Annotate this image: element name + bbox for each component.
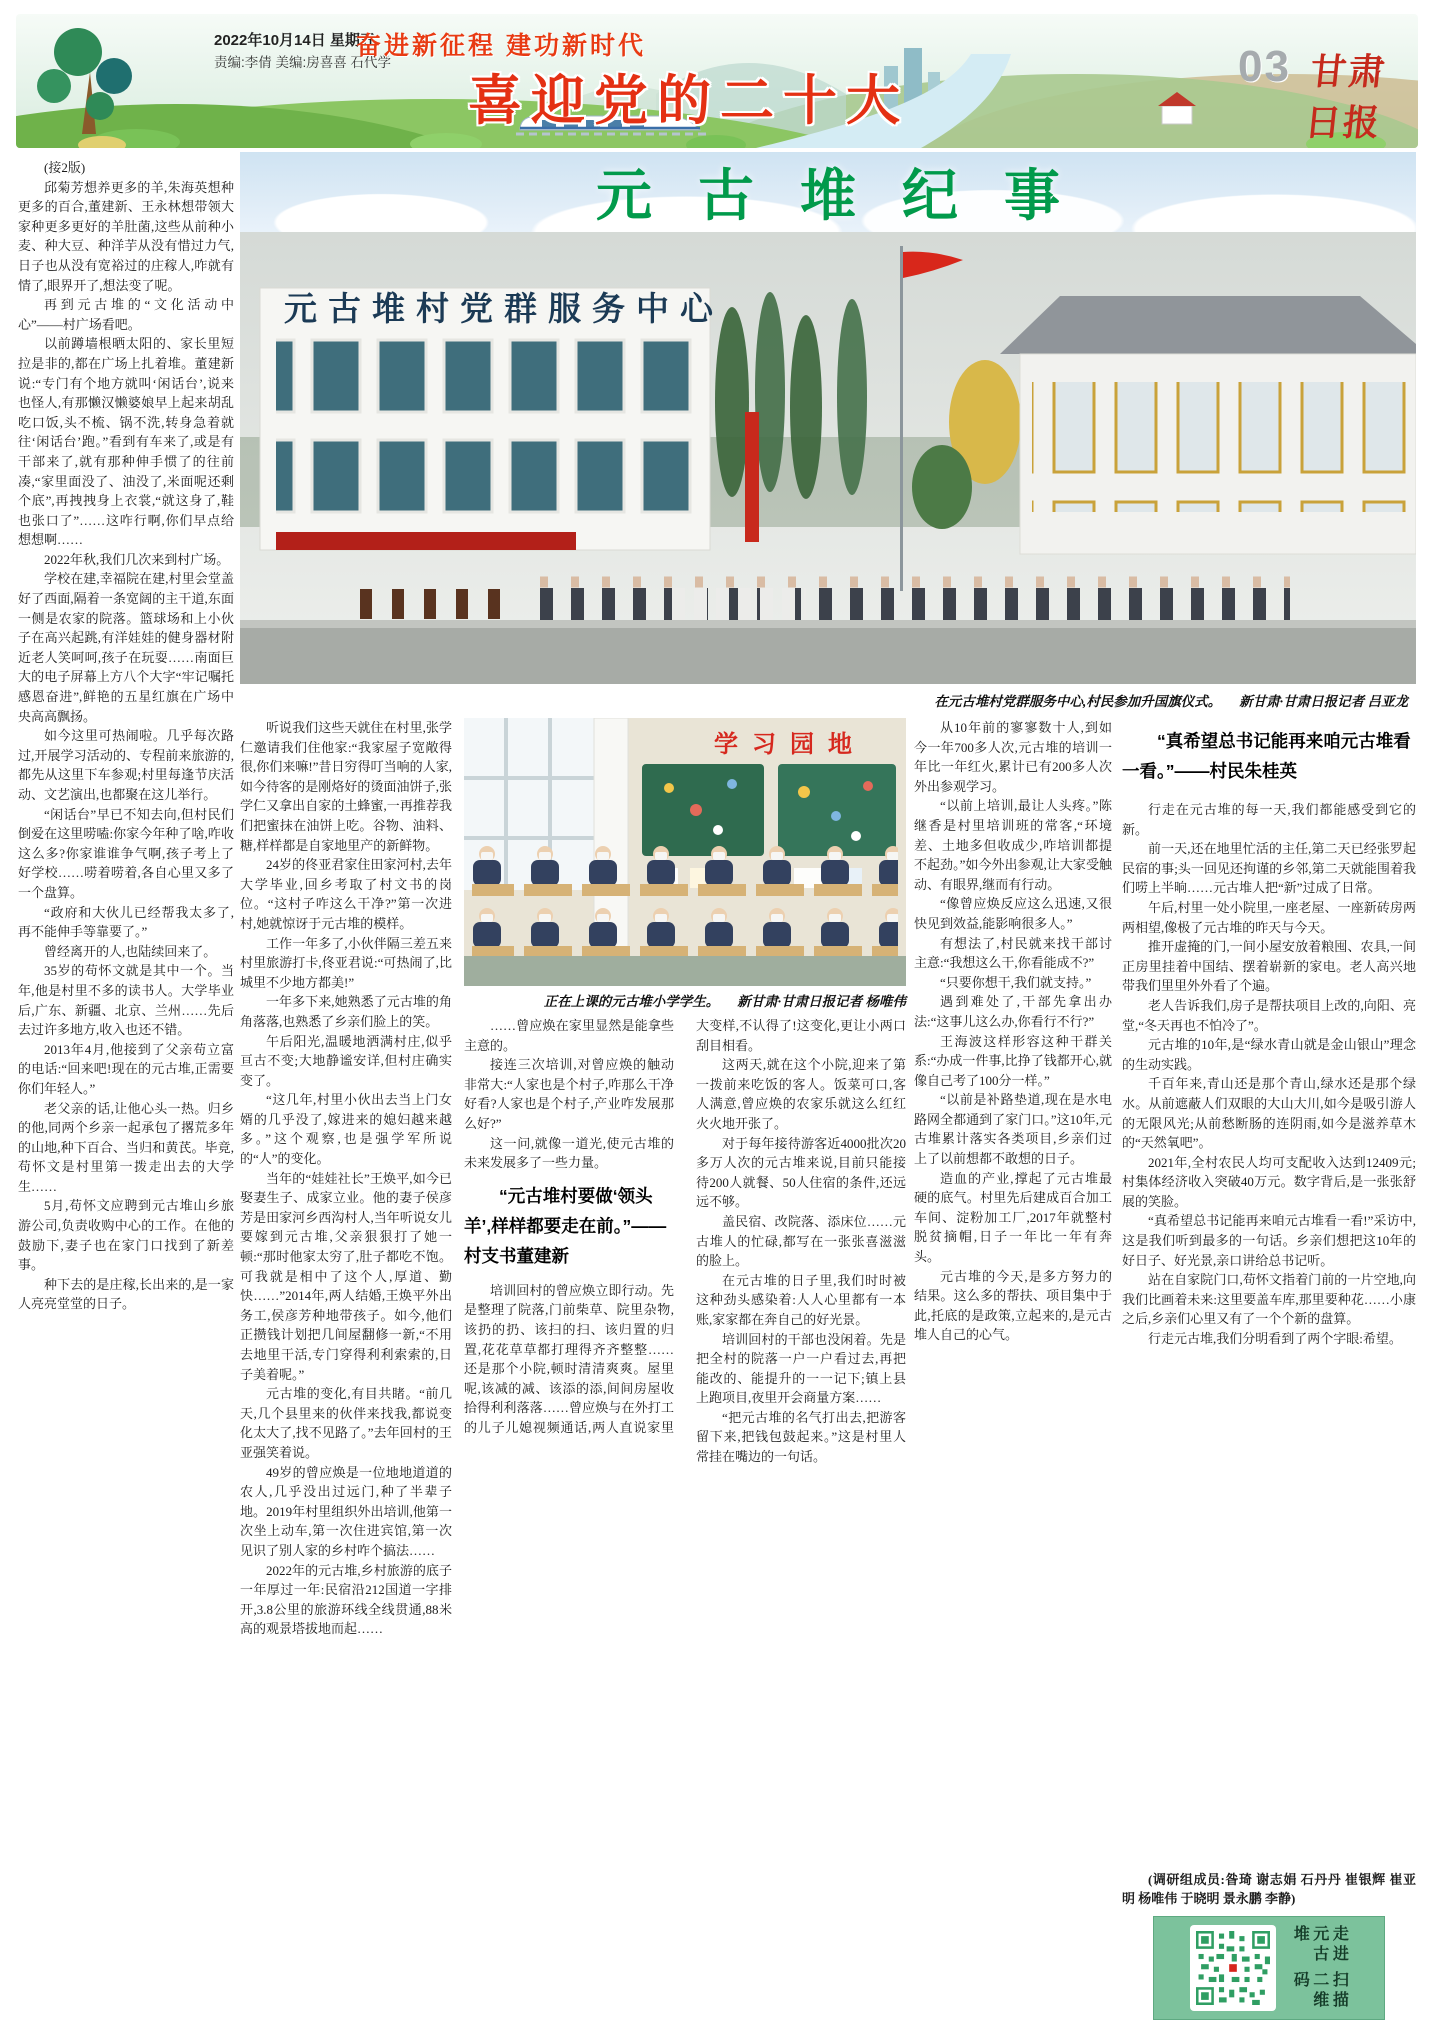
body-paragraph: 曾经离开的人,也陆续回来了。 <box>44 943 217 959</box>
body-paragraph: “像曾应焕反应这么迅速,又很快见到效益,能影响很多人。” <box>914 896 1112 931</box>
body-paragraph: “只要你想干,我们就支持。” <box>940 974 1092 990</box>
body-paragraph: 工作一年多了,小伙伴隔三差五来村里旅游打卡,佟亚君说:“可热闹了,比城里不少地方都美!” <box>240 935 452 990</box>
body-paragraph: 培训回村的干部也没闲着。先是把全村的院落一户一户看过去,再把能改的、能提升的一一记下;镇上县上跑项目,夜里开会商量方案…… <box>696 1331 906 1406</box>
article-column-left <box>18 158 234 2020</box>
plaza-ground <box>240 620 1416 684</box>
right-column-body <box>1122 800 1416 1864</box>
newspaper-masthead: 甘肃日报 <box>1302 52 1389 143</box>
page-header-banner <box>16 14 1418 148</box>
party-center-building <box>1000 296 1416 554</box>
page-number: 03 <box>1238 42 1291 91</box>
body-paragraph: 站在自家院门口,苟怀文指着门前的一片空地,向我们比画着未来:这里要盖车库,那里要种花……小康之后,乡亲们心里又有了一个个新的盘算。 <box>1122 1272 1416 1327</box>
led-banner <box>276 532 576 550</box>
body-paragraph: “闲话台”早已不知去向,但村民们倒爱在这里唠嗑:你家今年种了啥,咋收这么多?你家谁谁争气啊,孩子考上了好学校……唠着唠着,各自心里又多了一个盘算。 <box>18 806 234 900</box>
body-paragraph: 2022年的元古堆,乡村旅游的底子一年厚过一年:民宿沿212国道一字排开,3.8公里的旅游环线全线贯通,88米高的观景塔拔地而起…… <box>240 1562 452 1637</box>
body-paragraph: 有想法了,村民就来找干部讨主意:“我想这么干,你看能成不?” <box>914 935 1112 971</box>
photo-caption-village <box>240 690 1408 712</box>
body-paragraph: 以前蹲墙根晒太阳的、家长里短拉是非的,都在广场上扎着堆。董建新说:“专门有个地方就叫‘闲话台’,说来也怪人,有那懒汉懒婆娘早上起来胡乱吃口饭,头不梳、锅不洗,转身急着就往‘闲话台’跑。”看到有车来了,或是有干部来了,就有那种伸手惯了的往前凑,“家里面没了、油没了,米面呢还剩个底”,再拽拽身上衣裳,“就这身了,鞋也张口了”……这咋行啊,你们早点给想想啊…… <box>18 336 234 548</box>
article-title: 元古堆纪事 <box>596 164 1106 227</box>
classroom-photo <box>464 718 906 986</box>
body-paragraph: “把元古堆的名气打出去,把游客留下来,把钱包鼓起来。”这是村里人常挂在嘴边的一句话。 <box>696 1409 906 1465</box>
qr-label-scan: 扫描二维码 <box>1291 1971 1348 2011</box>
body-paragraph: 2013年4月,他接到了父亲苟立富的电话:“回来吧!现在的元古堆,正需要你们年轻人。” <box>18 1041 234 1096</box>
body-paragraph: 听说我们这些天就住在村里,张学仁邀请我们住他家:“我家屋子宽敞得很,你们来嘛!”昔日穷得叮当响的人家,如今待客的是刚烙好的烫面油饼子,张学仁又拿出自家的土蜂蜜,一再推荐我们把蜜抹在油饼上吃。谷物、油料、糖,样样都是自家地里产的新鲜物。 <box>240 720 452 853</box>
body-paragraph: 一年多下来,她熟悉了元古堆的角角落落,也熟悉了乡亲们脸上的笑。 <box>240 994 452 1029</box>
article-column-middle <box>464 1016 906 2020</box>
body-paragraph: ……曾应焕在家里显然是能拿些主意的。 <box>464 1018 674 1053</box>
qr-labels <box>1290 1925 1349 2011</box>
flagpole <box>900 246 903 591</box>
pullquote-leader: “元古堆村要做‘领头羊’,样样都要走在前。”——村支书董建新 <box>464 1185 667 1266</box>
body-paragraph: “以前上培训,最让人头疼。”陈继香是村里培训班的常客,“环境差、土地多但收成少,咋培训都提不起劲。”如今外出参观,让大家受触动、有眼界,继而有行动。 <box>914 798 1112 892</box>
body-paragraph: “真希望总书记能再来咱元古堆看一看!”采访中,这是我们听到最多的一句话。乡亲们想把这10年的好日子、好光景,亲口讲给总书记听。 <box>1122 1213 1416 1268</box>
article-column-right <box>1122 718 1416 2020</box>
caption-text: 正在上课的元古堆小学学生。 <box>543 994 720 1009</box>
caption-byline: 新甘肃·甘肃日报记者 杨唯伟 <box>737 994 906 1009</box>
body-paragraph: 盖民宿、改院落、添床位……元古堆人的忙碌,都写在一张张喜滋滋的脸上。 <box>696 1213 906 1269</box>
students-at-desks <box>472 840 898 956</box>
article-title-band <box>240 152 1416 232</box>
body-paragraph: 2022年秋,我们几次来到村广场。 <box>44 551 230 567</box>
body-paragraph: “政府和大伙儿已经帮我太多了,再不能伸手等靠要了。” <box>18 904 234 940</box>
qr-code-card <box>1190 1925 1276 2011</box>
body-paragraph: 王海波这样形容这种干群关系:“办成一件事,比挣了钱都开心,就像自己考了100分一样。” <box>914 1033 1112 1088</box>
body-paragraph: “以前是补路垫道,现在是水电路网全都通到了家门口。”这10年,元古堆累计落实各类项目,乡亲们过上了以前想都不敢想的日子。 <box>914 1092 1112 1167</box>
publication-date: 2022年10月14日 星期五 <box>214 32 375 49</box>
body-paragraph: 行走在元古堆的每一天,我们都能感受到它的新。 <box>1122 802 1416 837</box>
body-paragraph: 元古堆的变化,有目共睹。“前几天,几个县里来的伙伴来找我,都说变化太大了,找不见路了。”去年回村的王亚强笑着说。 <box>240 1386 452 1460</box>
body-paragraph: 老人告诉我们,房子是帮扶项目上改的,向阳、亮堂,“冬天再也不怕冷了”。 <box>1122 997 1416 1033</box>
body-paragraph: 5月,苟怀文应聘到元古堆山乡旅游公司,负责收购中心的工作。在他的鼓励下,妻子也在家门口找到了新差事。 <box>18 1198 234 1273</box>
caption-text: 在元古堆村党群服务中心,村民参加升国旗仪式。 <box>934 694 1222 709</box>
body-paragraph: 行走元古堆,我们分明看到了两个字眼:希望。 <box>1148 1331 1402 1347</box>
body-paragraph: 前一天,还在地里忙活的主任,第二天已经张罗起民宿的事;头一回见还拘谨的乡邻,第二天就能围着我们唠上半晌……元古堆人把“新”过成了日常。 <box>1122 841 1416 896</box>
body-paragraph: 从10年前的寥寥数十人,到如今一年700多人次,元古堆的培训一年比一年红火,累计已有200多人次外出参观学习。 <box>914 720 1112 794</box>
body-paragraph: 午后,村里一处小院里,一座老屋、一座新砖房两两相望,像极了元古堆的昨天与今天。 <box>1122 899 1416 935</box>
photo-caption-classroom <box>464 990 906 1010</box>
building-sign: 元古堆村党群服务中心 <box>284 292 724 328</box>
body-paragraph: 千百年来,青山还是那个青山,绿水还是那个绿水。从前遮蔽人们双眼的大山大川,如今是吸引游人的无限风光;从前愁断肠的连阴雨,如今是滋养草木的“天然氧吧”。 <box>1122 1076 1416 1151</box>
body-paragraph: 接连三次培训,对曾应焕的触动非常大:“人家也是个村子,咋那么干净好看?人家也是个村子,产业咋发展那么好?” <box>464 1057 674 1131</box>
body-paragraph: 种下去的是庄稼,长出来的,是一家人亮亮堂堂的日子。 <box>18 1276 234 1312</box>
body-paragraph: 元古堆的10年,是“绿水青山就是金山银山”理念的生动实践。 <box>1122 1037 1416 1072</box>
research-team-credits: (调研组成员:昝琦 谢志娟 石丹丹 崔银辉 崔亚明 杨唯伟 于晓明 景永鹏 李静) <box>1122 1872 1416 1906</box>
body-paragraph: “这几年,村里小伙出去当上门女婿的几乎没了,嫁进来的媳妇越来越多。”这个观察,也是强学军所说的“人”的变化。 <box>240 1092 452 1167</box>
body-paragraph: 这一问,就像一道光,使元古堆的未来发展多了一些力量。 <box>464 1135 674 1171</box>
body-paragraph: (接2版) <box>44 160 86 175</box>
body-paragraph: 午后阳光,温暖地洒满村庄,似乎亘古不变;大地静谧安详,但村庄确实变了。 <box>240 1033 452 1088</box>
body-paragraph: 这两天,就在这个小院,迎来了第一拨前来吃饭的客人。饭菜可口,客人满意,曾应焕的农家乐就这么红红火火地开张了。 <box>696 1057 906 1131</box>
red-banner <box>745 412 759 542</box>
body-paragraph: 造血的产业,撑起了元古堆最硬的底气。村里先后建成百合加工车间、淀粉加工厂,2017年就整村脱贫摘帽,日子一年比一年有奔头。 <box>914 1170 1112 1265</box>
qr-label-visit: 走进元古堆 <box>1291 1925 1348 1965</box>
article-column-4 <box>914 718 1112 2020</box>
body-paragraph: 学校在建,幸福院在建,村里会堂盖好了西面,隔着一条宽阔的主干道,东面一侧是农家的院落。篮球场和上小伙子在高兴起跳,有洋娃娃的健身器材附近老人笑呵呵,孩子在玩耍……南面巨大的电子屏幕上方八个大字“牢记嘱托 感恩奋进”,鲜艳的五星红旗在广场中央高高飘扬。 <box>18 571 234 724</box>
village-flag-ceremony-photo <box>240 232 1416 684</box>
body-paragraph: 再到元古堆的“文化活动中心”——村广场看吧。 <box>18 297 234 332</box>
body-paragraph: 49岁的曾应焕是一位地地道道的农人,几乎没出过远门,种了半辈子地。2019年村里组织外出培训,他第一次坐上动车,第一次住进宾馆,第一次见识了别人家的乡村咋个搞法…… <box>240 1464 452 1558</box>
banner-slogan-main: 喜迎党的二十大 <box>468 71 909 131</box>
caption-byline: 新甘肃·甘肃日报记者 吕亚龙 <box>1239 694 1408 709</box>
pullquote-villager: “真希望总书记能再来咱元古堆看一看。”——村民朱桂英 <box>1122 731 1411 781</box>
qr-code-icon[interactable] <box>1196 1931 1270 2005</box>
tiled-roof <box>1000 296 1416 354</box>
editors-line: 责编:李倩 美编:房喜喜 石代学 <box>214 55 392 70</box>
service-center-building <box>260 288 724 550</box>
body-paragraph: 在元古堆的日子里,我们时时被这种劲头感染着:人人心里都有一本账,家家都在奔自己的好光景。 <box>696 1272 906 1327</box>
body-paragraph: 邱菊芳想养更多的羊,朱海英想种更多的百合,董建新、王永林想带领大家种更多更好的羊肚菌,这些从前种小麦、种大豆、种洋芋从没有惜过力气,日子也从没有宽裕过的庄稼人,咋就有情了,眼界开了,想法变了呢。 <box>18 179 234 293</box>
body-paragraph: 24岁的佟亚君家住田家河村,去年大学毕业,回乡考取了村文书的岗位。“这村子咋这么干净?”第一次进村,她就惊讶于元古堆的模样。 <box>240 857 452 931</box>
qr-center-logo <box>1229 1964 1237 1972</box>
body-paragraph: 35岁的苟怀文就是其中一个。当年,他是村里不多的读书人。大学毕业后,广东、新疆、北京、兰州……先后去过许多地方,收入也还不错。 <box>18 963 234 1038</box>
classroom-floor <box>464 956 906 986</box>
body-paragraph: 当年的“娃娃社长”王焕平,如今已娶妻生子、成家立业。他的妻子侯彦芳是田家河乡西沟村人,当年听说女儿要嫁到元古堆,父亲狠狠打了她一顿:“那时他家太穷了,肚子都吃不饱。可我就是相中了这个人,厚道、勤快……”2014年,两人结婚,王焕平外出务工,侯彦芳种地带孩子。如今,他们正攒钱计划把几间屋翻修一新,“不用去地里干活,专门穿得利利索索的,日子美着呢。” <box>240 1170 452 1382</box>
body-paragraph: 2021年,全村农民人均可支配收入达到12409元;村集体经济收入突破40万元。数字背后,是一张张舒展的笑脸。 <box>1122 1154 1416 1209</box>
body-paragraph: 如今这里可热闹啦。几乎每次路过,开展学习活动的、专程前来旅游的,都先从这里下车参观;村里每逢节庆活动、文艺演出,也都聚在这儿举行。 <box>18 728 234 802</box>
article-column-2 <box>240 718 452 2020</box>
qr-code-block <box>1153 1916 1385 2020</box>
body-paragraph: 元古堆的今天,是多方努力的结果。这么多的帮扶、项目集中于此,托底的是政策,立起来的,是元古堆人自己的心气。 <box>914 1268 1112 1343</box>
body-paragraph: 对于每年接待游客近4000批次20多万人次的元古堆来说,目前只能接待200人就餐、50人住宿的条件,还远远不够。 <box>696 1135 906 1210</box>
body-paragraph: 培训回村的曾应焕立即行动。先是整理了院落,门前柴草、院里杂物,该扔的扔、该扫的扫、该归置的归置,花花草草都打理得齐齐整整……还是那个小院,顿时清清爽爽。屋里呢,该减的减、该添的添,间间房屋收拾得利利落落……曾应焕与在外打工的儿子儿媳视频通话,两人直说家里大变样,不认得了!这变化,更让小两口刮目相看。 <box>464 1018 906 1435</box>
body-paragraph: 老父亲的话,让他心头一热。归乡的他,同两个乡亲一起承包了撂荒多年的山地,种下百合、当归和黄芪。毕竟,苟怀文是村里第一拨走出去的大学生…… <box>18 1100 234 1194</box>
body-paragraph: 推开虚掩的门,一间小屋安放着粮囤、农具,一间正房里挂着中国结、摆着崭新的家电。老人高兴地带我们里里外外看了个遍。 <box>1122 939 1416 994</box>
wall-slogan: 学习园地 <box>714 732 866 758</box>
middle-paragraph-group-1 <box>464 1016 674 1173</box>
banner-slogan-small: 奋进新征程 建功新时代 <box>356 32 646 60</box>
body-paragraph: 遇到难处了,干部先拿出办法:“这事儿这么办,你看行不行?” <box>914 994 1112 1029</box>
